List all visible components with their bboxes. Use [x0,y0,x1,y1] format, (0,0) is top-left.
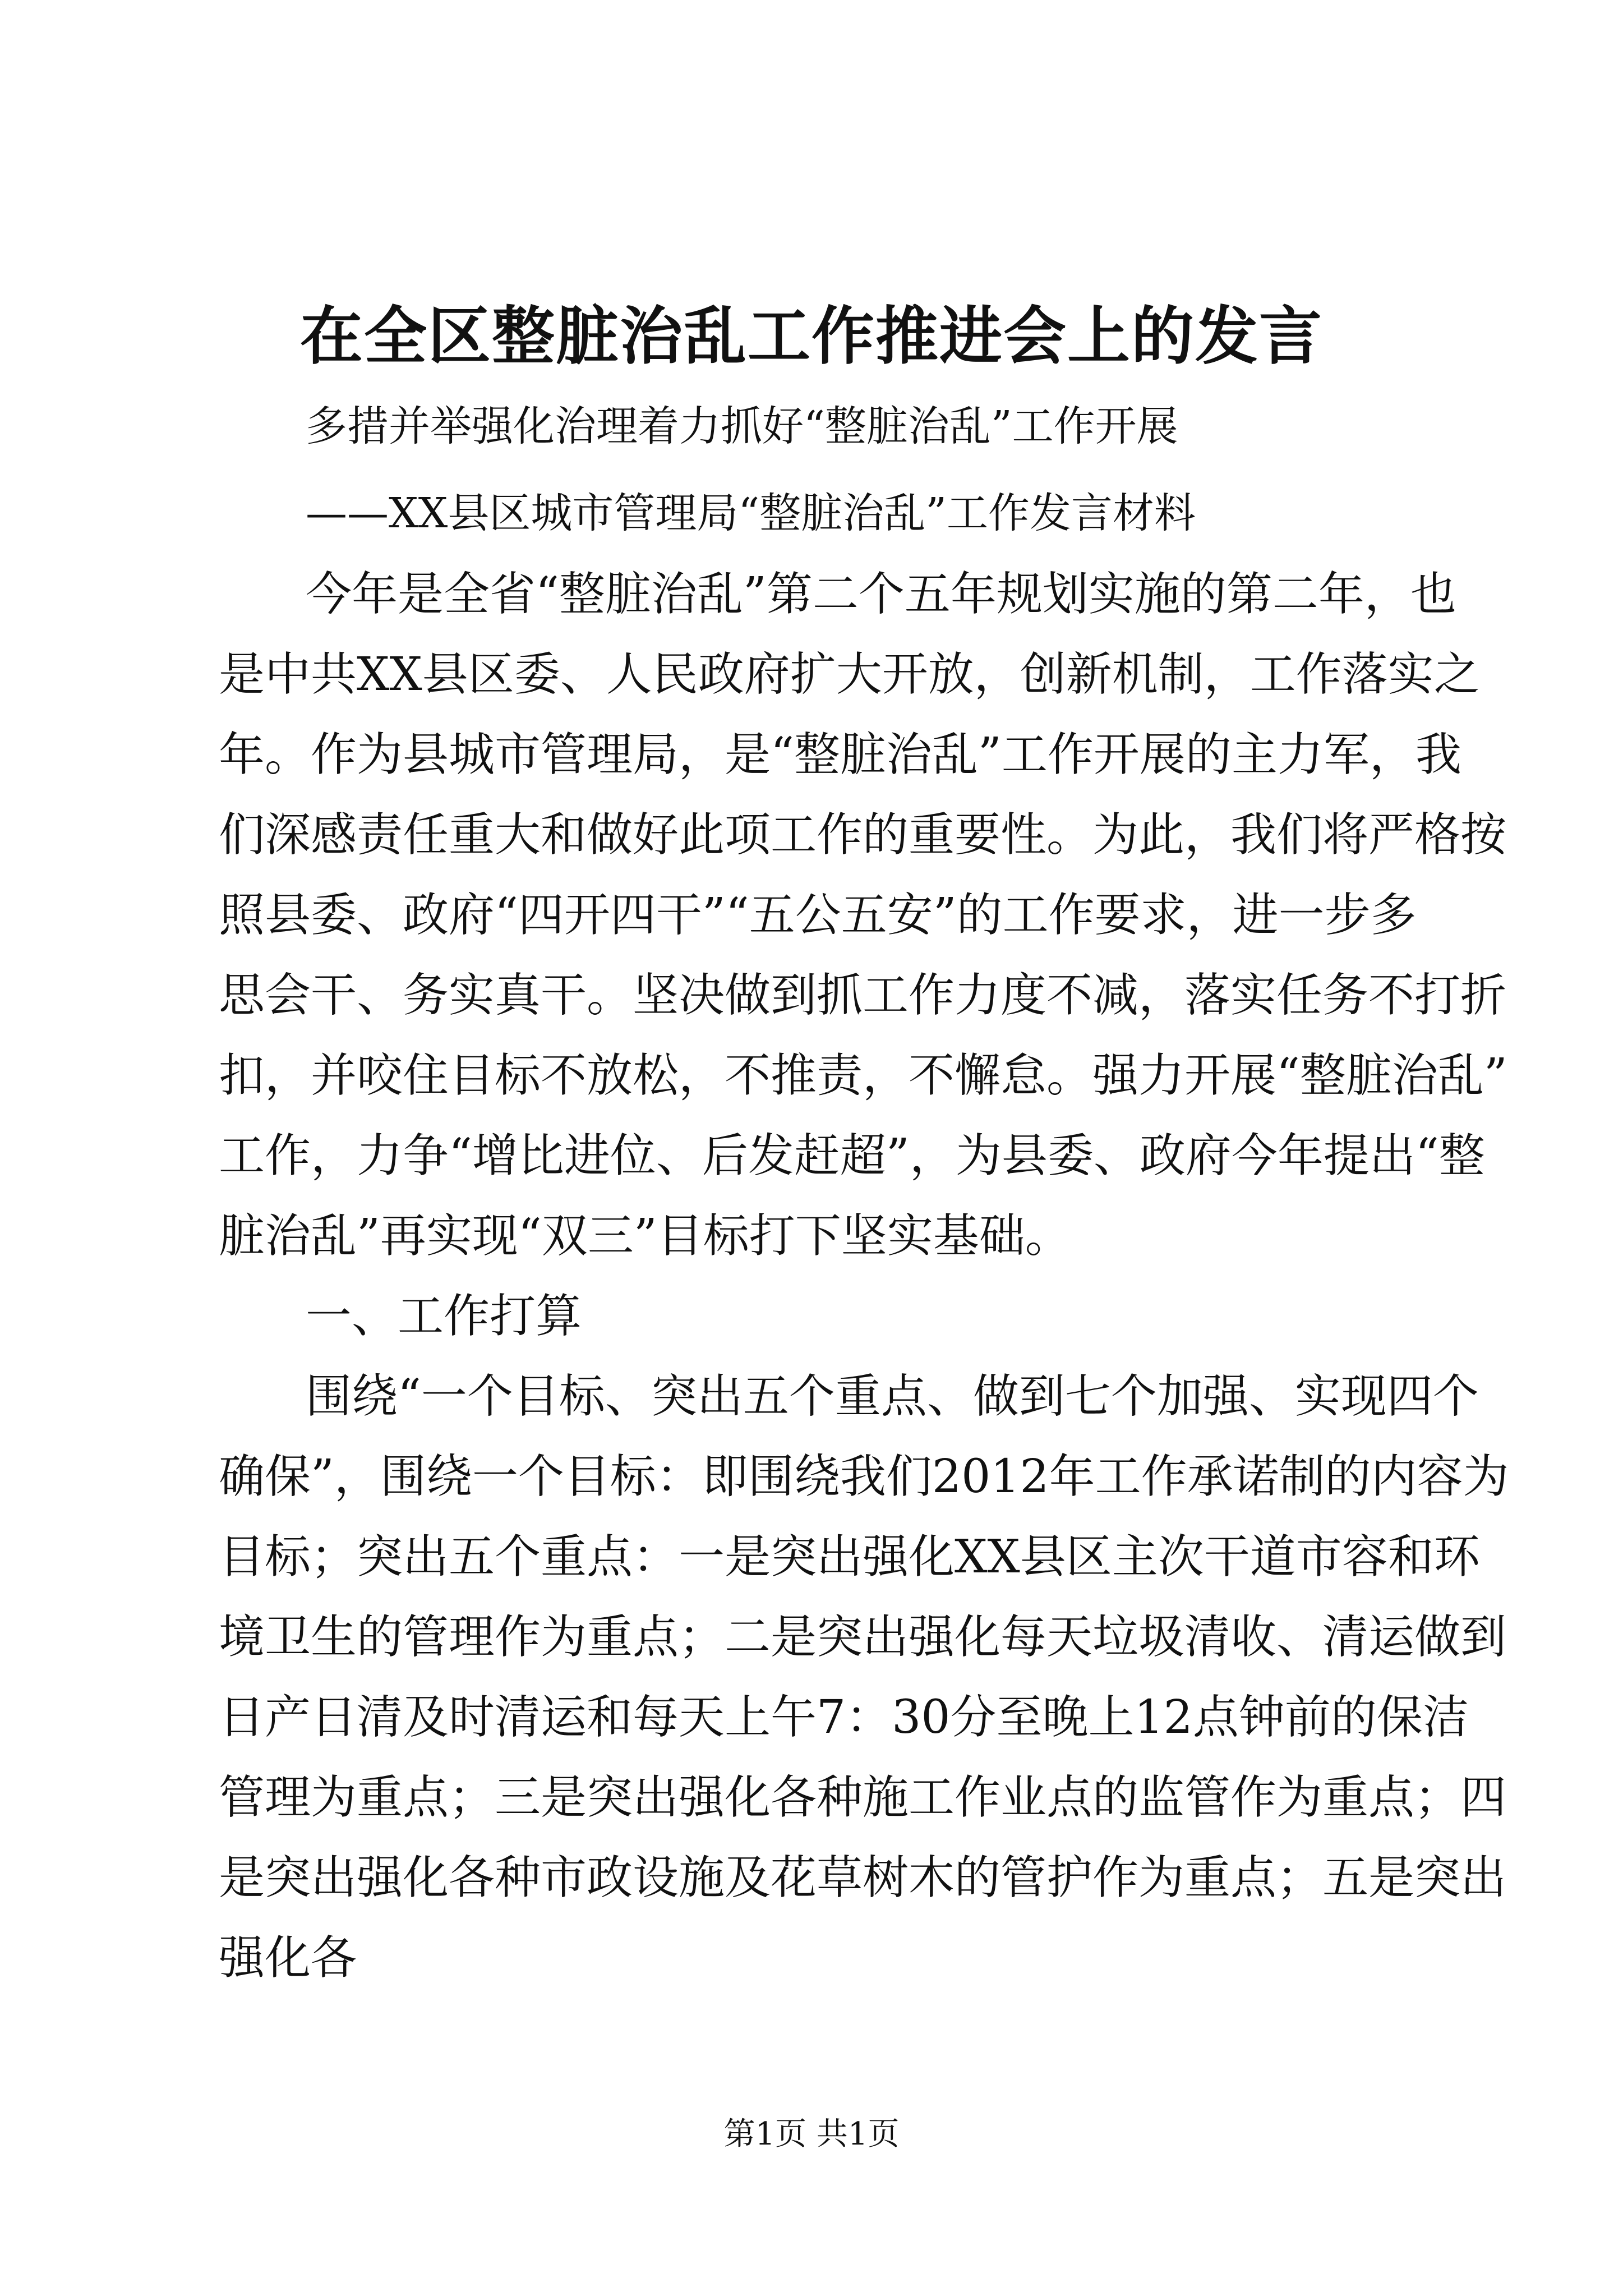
paragraph-1-line: 们深感责任重大和做好此项工作的重要性。为此，我们将严格按 [219,808,1507,862]
paragraph-2-line: 目标；突出五个重点：一是突出强化XX县区主次干道市容和环 [219,1530,1480,1584]
paragraph-2-line: 确保”，围绕一个目标：即围绕我们2012年工作承诺制的内容为 [219,1450,1509,1503]
paragraph-1-line: 年。作为县城市管理局，是“整脏治乱”工作开展的主力军，我 [219,728,1461,781]
paragraph-2-line: 是突出强化各种市政设施及花草树木的管护作为重点；五是突出 [219,1851,1507,1904]
paragraph-2-line: 境卫生的管理作为重点；二是突出强化每天垃圾清收、清运做到 [219,1611,1507,1664]
paragraph-1-line: 照县委、政府“四开四干”“五公五安”的工作要求，进一步多 [219,889,1417,942]
section-heading: 一、工作打算 [306,1290,582,1343]
subtitle-line-2: ——XX县区城市管理局“整脏治乱”工作发言材料 [306,489,1196,537]
paragraph-2-line: 管理为重点；三是突出强化各种施工作业点的监管作为重点；四 [219,1771,1507,1824]
subtitle-line-1: 多措并举强化治理着力抓好“整脏治乱”工作开展 [306,402,1178,450]
paragraph-1-line: 工作，力争“增比进位、后发赶超”，为县委、政府今年提出“整 [219,1129,1485,1182]
paragraph-1-line: 今年是全省“整脏治乱”第二个五年规划实施的第二年，也 [306,568,1456,621]
paragraph-2-line: 围绕“一个目标、突出五个重点、做到七个加强、实现四个 [306,1370,1479,1423]
paragraph-1-line: 是中共XX县区委、人民政府扩大开放，创新机制，工作落实之 [219,648,1480,701]
paragraph-1-line: 扣，并咬住目标不放松，不推责，不懈怠。强力开展“整脏治乱” [219,1049,1507,1102]
page-title: 在全区整脏治乱工作推进会上的发言 [300,300,1323,373]
paragraph-2-line: 强化各 [219,1931,357,1985]
page-footer: 第1页 共1页 [723,2116,900,2152]
paragraph-2-line: 日产日清及时清运和每天上午7：30分至晚上12点钟前的保洁 [219,1691,1469,1744]
paragraph-1-line: 脏治乱”再实现“双三”目标打下坚实基础。 [219,1209,1071,1263]
paragraph-1-line: 思会干、务实真干。坚决做到抓工作力度不减，落实任务不打折 [219,969,1507,1022]
